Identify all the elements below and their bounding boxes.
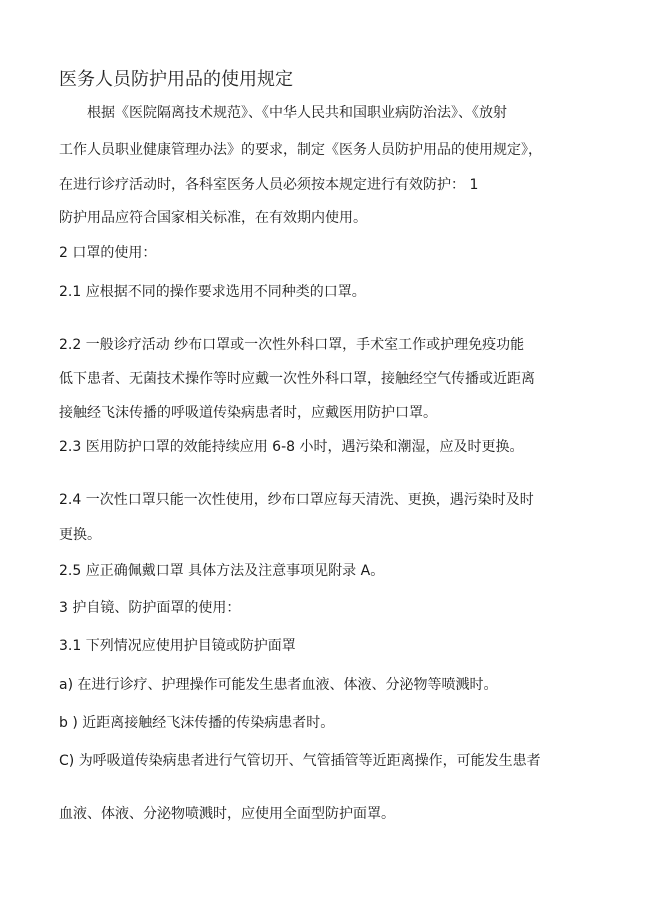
paragraph-line: 低下患者、无菌技术操作等时应戴一次性外科口罩，接触经空气传播或近距离 [59,371,535,387]
paragraph-line: 血液、体液、分泌物喷溅时，应使用全面型防护面罩。 [59,806,395,822]
list-item: C) 为呼吸道传染病患者进行气管切开、气管插管等近距离操作，可能发生患者 [59,753,541,769]
paragraph-line: 在进行诊疗活动时，各科室医务人员必须按本规定进行有效防护： 1 [59,177,479,193]
paragraph-line: 防护用品应符合国家相关标准，在有效期内使用。 [59,210,367,226]
paragraph-line: 更换。 [59,527,101,543]
paragraph-line: 工作人员职业健康管理办法》的要求，制定《医务人员防护用品的使用规定》， [59,142,542,158]
list-item: 2.5 应正确佩戴口罩 具体方法及注意事项见附录 A。 [59,563,385,579]
paragraph-line: 根据《医院隔离技术规范》、《中华人民共和国职业病防治法》、《放射 [87,105,507,121]
list-item: 3.1 下列情况应使用护目镜或防护面罩 [59,638,296,654]
list-item: 2.1 应根据不同的操作要求选用不同种类的口罩。 [59,284,366,300]
list-item: 2.4 一次性口罩只能一次性使用，纱布口罩应每天清洗、更换，遇污染时及时 [59,492,534,508]
section-heading: 3 护自镜、防护面罩的使用： [59,600,241,616]
list-item: 2.2 一般诊疗活动 纱布口罩或一次性外科口罩，手术室工作或护理免疫功能 [59,337,525,353]
section-heading: 2 口罩的使用： [59,245,157,261]
list-item: a) 在进行诊疗、护理操作可能发生患者血液、体液、分泌物等喷溅时。 [59,677,498,693]
paragraph-line: 接触经飞沫传播的呼吸道传染病患者时，应戴医用防护口罩。 [59,405,437,421]
list-item: 2.3 医用防护口罩的效能持续应用 6-8 小时，遇污染和潮湿，应及时更换。 [59,439,524,455]
list-item: b ) 近距离接触经飞沫传播的传染病患者时。 [59,715,335,731]
document-title: 医务人员防护用品的使用规定 [59,69,293,90]
